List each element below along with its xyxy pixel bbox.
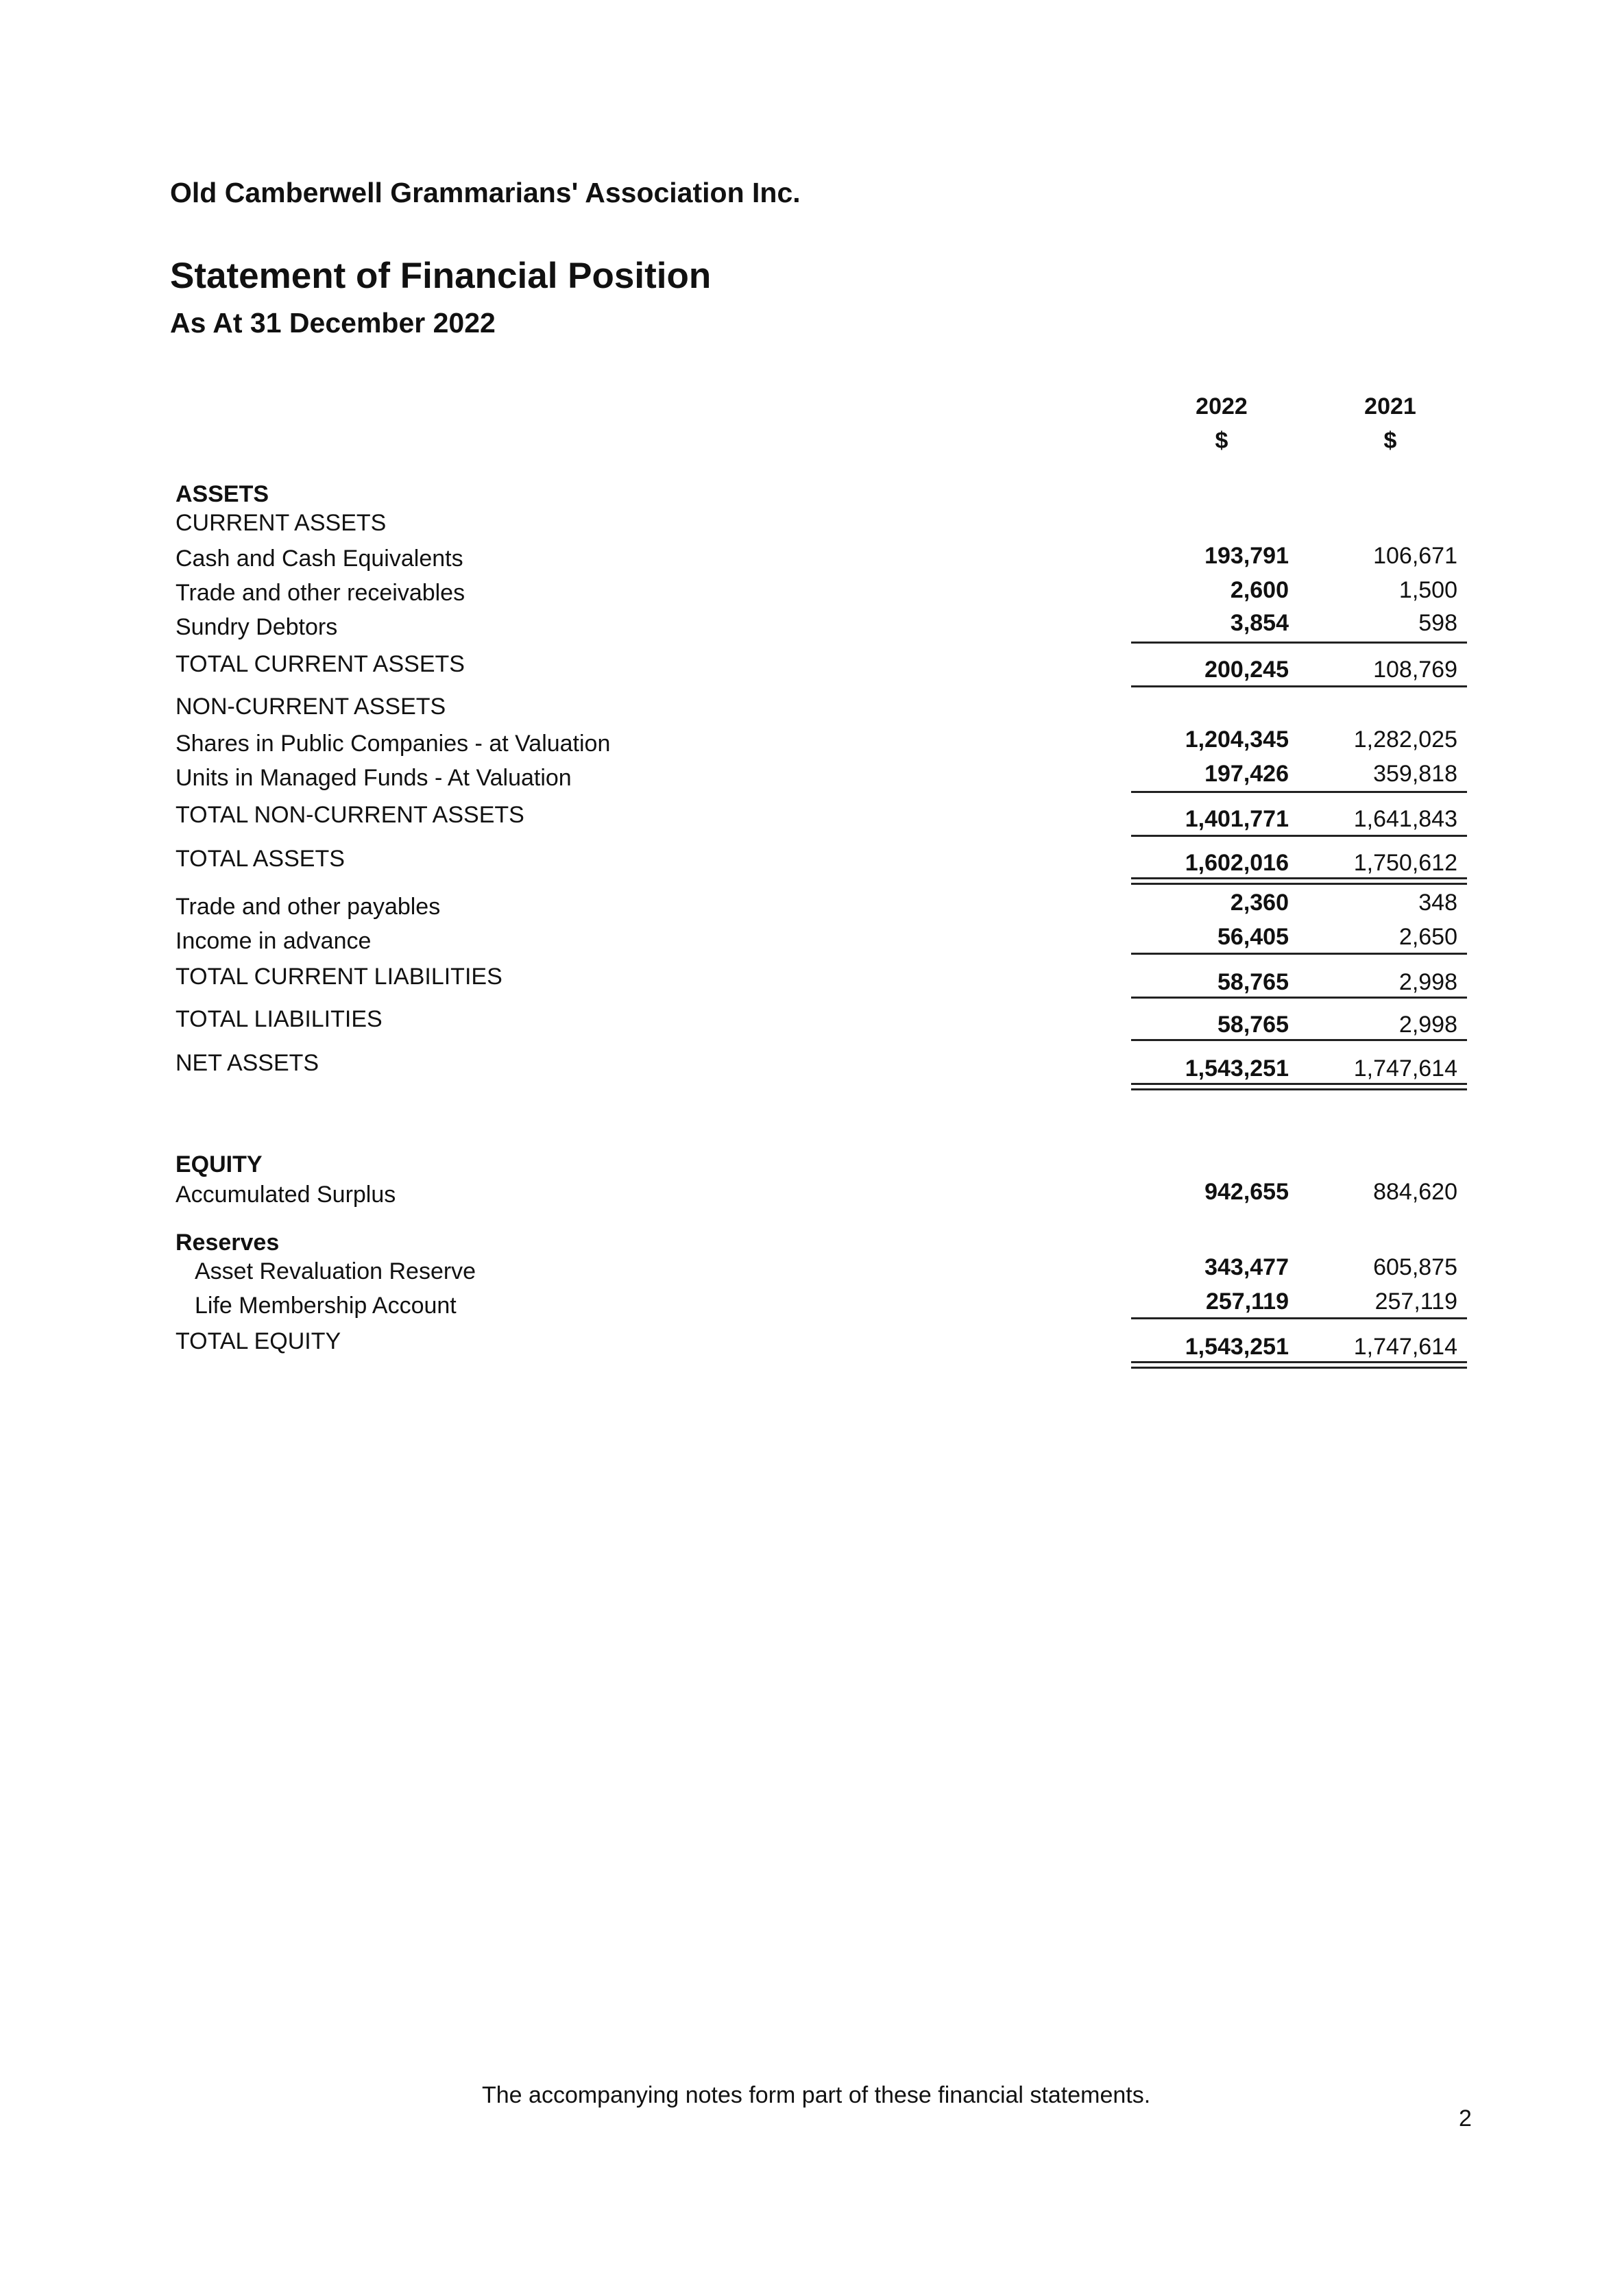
row-value-2022-cash: 193,791 <box>1204 543 1289 569</box>
row-value-2022-asset-revaluation-reserve: 343,477 <box>1204 1254 1289 1280</box>
row-value-2022-total-liabilities: 58,765 <box>1217 1012 1289 1038</box>
column-unit-2022: $ <box>1215 428 1228 454</box>
row-value-2021-shares: 1,282,025 <box>1353 726 1457 753</box>
row-value-2022-income-in-advance: 56,405 <box>1217 924 1289 950</box>
row-label-total-current-liabilities: TOTAL CURRENT LIABILITIES <box>175 964 502 990</box>
row-value-2021-life-membership-account: 257,119 <box>1374 1289 1457 1315</box>
column-year-2021: 2021 <box>1364 393 1416 419</box>
subtotal-rule <box>1131 642 1467 644</box>
statement-date: As At 31 December 2022 <box>170 307 496 339</box>
row-value-2021-cash: 106,671 <box>1373 543 1457 569</box>
double-rule-bottom <box>1131 1088 1467 1090</box>
row-value-2021-accumulated-surplus: 884,620 <box>1373 1179 1457 1205</box>
double-rule-bottom <box>1131 1367 1467 1369</box>
row-value-2021-total-equity: 1,747,614 <box>1353 1334 1457 1360</box>
row-value-2022-sundry-debtors: 3,854 <box>1230 610 1289 636</box>
row-label-accumulated-surplus: Accumulated Surplus <box>175 1182 396 1208</box>
row-value-2022-receivables: 2,600 <box>1230 577 1289 603</box>
row-value-2021-total-assets: 1,750,612 <box>1353 850 1457 876</box>
row-label-receivables: Trade and other receivables <box>175 580 465 606</box>
row-value-2021-total-current-assets: 108,769 <box>1373 657 1457 683</box>
subtotal-rule <box>1131 953 1467 955</box>
double-rule-top <box>1131 877 1467 879</box>
row-value-2022-payables: 2,360 <box>1230 890 1289 916</box>
row-label-total-liabilities: TOTAL LIABILITIES <box>175 1006 383 1032</box>
total-rule <box>1131 685 1467 687</box>
row-value-2021-managed-funds: 359,818 <box>1373 761 1457 787</box>
row-value-2022-total-equity: 1,543,251 <box>1185 1334 1289 1360</box>
section-equity-heading: EQUITY <box>175 1151 263 1177</box>
organisation-name: Old Camberwell Grammarians' Association Inc. <box>170 177 801 208</box>
row-label-cash: Cash and Cash Equivalents <box>175 546 463 572</box>
double-rule-bottom <box>1131 883 1467 885</box>
subtotal-rule <box>1131 1317 1467 1319</box>
row-label-total-equity: TOTAL EQUITY <box>175 1328 341 1354</box>
row-value-2021-total-current-liabilities: 2,998 <box>1398 969 1457 995</box>
row-value-2022-total-non-current-assets: 1,401,771 <box>1185 806 1289 832</box>
row-value-2022-shares: 1,204,345 <box>1185 726 1289 753</box>
row-value-2022-life-membership-account: 257,119 <box>1205 1289 1289 1315</box>
row-label-sundry-debtors: Sundry Debtors <box>175 614 338 640</box>
statement-title: Statement of Financial Position <box>170 256 712 296</box>
row-label-payables: Trade and other payables <box>175 894 441 920</box>
row-value-2021-asset-revaluation-reserve: 605,875 <box>1373 1254 1457 1280</box>
current-assets-heading: CURRENT ASSETS <box>175 510 387 536</box>
row-label-total-assets: TOTAL ASSETS <box>175 846 345 872</box>
row-value-2022-accumulated-surplus: 942,655 <box>1204 1179 1289 1205</box>
row-label-life-membership-account: Life Membership Account <box>195 1293 457 1319</box>
row-label-shares: Shares in Public Companies - at Valuation <box>175 731 611 757</box>
row-label-asset-revaluation-reserve: Asset Revaluation Reserve <box>195 1258 476 1284</box>
footer-note: The accompanying notes form part of these financial statements. <box>482 2082 1151 2108</box>
row-value-2021-net-assets: 1,747,614 <box>1353 1055 1457 1082</box>
row-value-2022-total-current-assets: 200,245 <box>1204 657 1289 683</box>
row-value-2021-total-non-current-assets: 1,641,843 <box>1353 806 1457 832</box>
row-label-net-assets: NET ASSETS <box>175 1050 319 1076</box>
total-rule <box>1131 1039 1467 1041</box>
double-rule-top <box>1131 1361 1467 1363</box>
row-value-2022-managed-funds: 197,426 <box>1204 761 1289 787</box>
row-value-2021-income-in-advance: 2,650 <box>1398 924 1457 950</box>
row-value-2021-receivables: 1,500 <box>1398 577 1457 603</box>
total-rule <box>1131 835 1467 837</box>
section-assets-heading: ASSETS <box>175 481 269 507</box>
total-rule <box>1131 997 1467 999</box>
row-value-2021-payables: 348 <box>1418 890 1457 916</box>
row-value-2022-total-current-liabilities: 58,765 <box>1217 969 1289 995</box>
row-value-2021-total-liabilities: 2,998 <box>1398 1012 1457 1038</box>
row-value-2022-total-assets: 1,602,016 <box>1185 850 1289 876</box>
row-label-managed-funds: Units in Managed Funds - At Valuation <box>175 765 572 791</box>
non-current-assets-heading: NON-CURRENT ASSETS <box>175 694 446 720</box>
row-label-total-current-assets: TOTAL CURRENT ASSETS <box>175 651 465 677</box>
double-rule-top <box>1131 1083 1467 1085</box>
row-label-income-in-advance: Income in advance <box>175 928 372 954</box>
row-value-2022-net-assets: 1,543,251 <box>1185 1055 1289 1082</box>
column-year-2022: 2022 <box>1196 393 1248 419</box>
reserves-heading: Reserves <box>175 1230 280 1256</box>
subtotal-rule <box>1131 791 1467 793</box>
page-number: 2 <box>1459 2105 1472 2132</box>
column-unit-2021: $ <box>1383 428 1397 454</box>
row-value-2021-sundry-debtors: 598 <box>1418 610 1457 636</box>
row-label-total-non-current-assets: TOTAL NON-CURRENT ASSETS <box>175 802 524 828</box>
